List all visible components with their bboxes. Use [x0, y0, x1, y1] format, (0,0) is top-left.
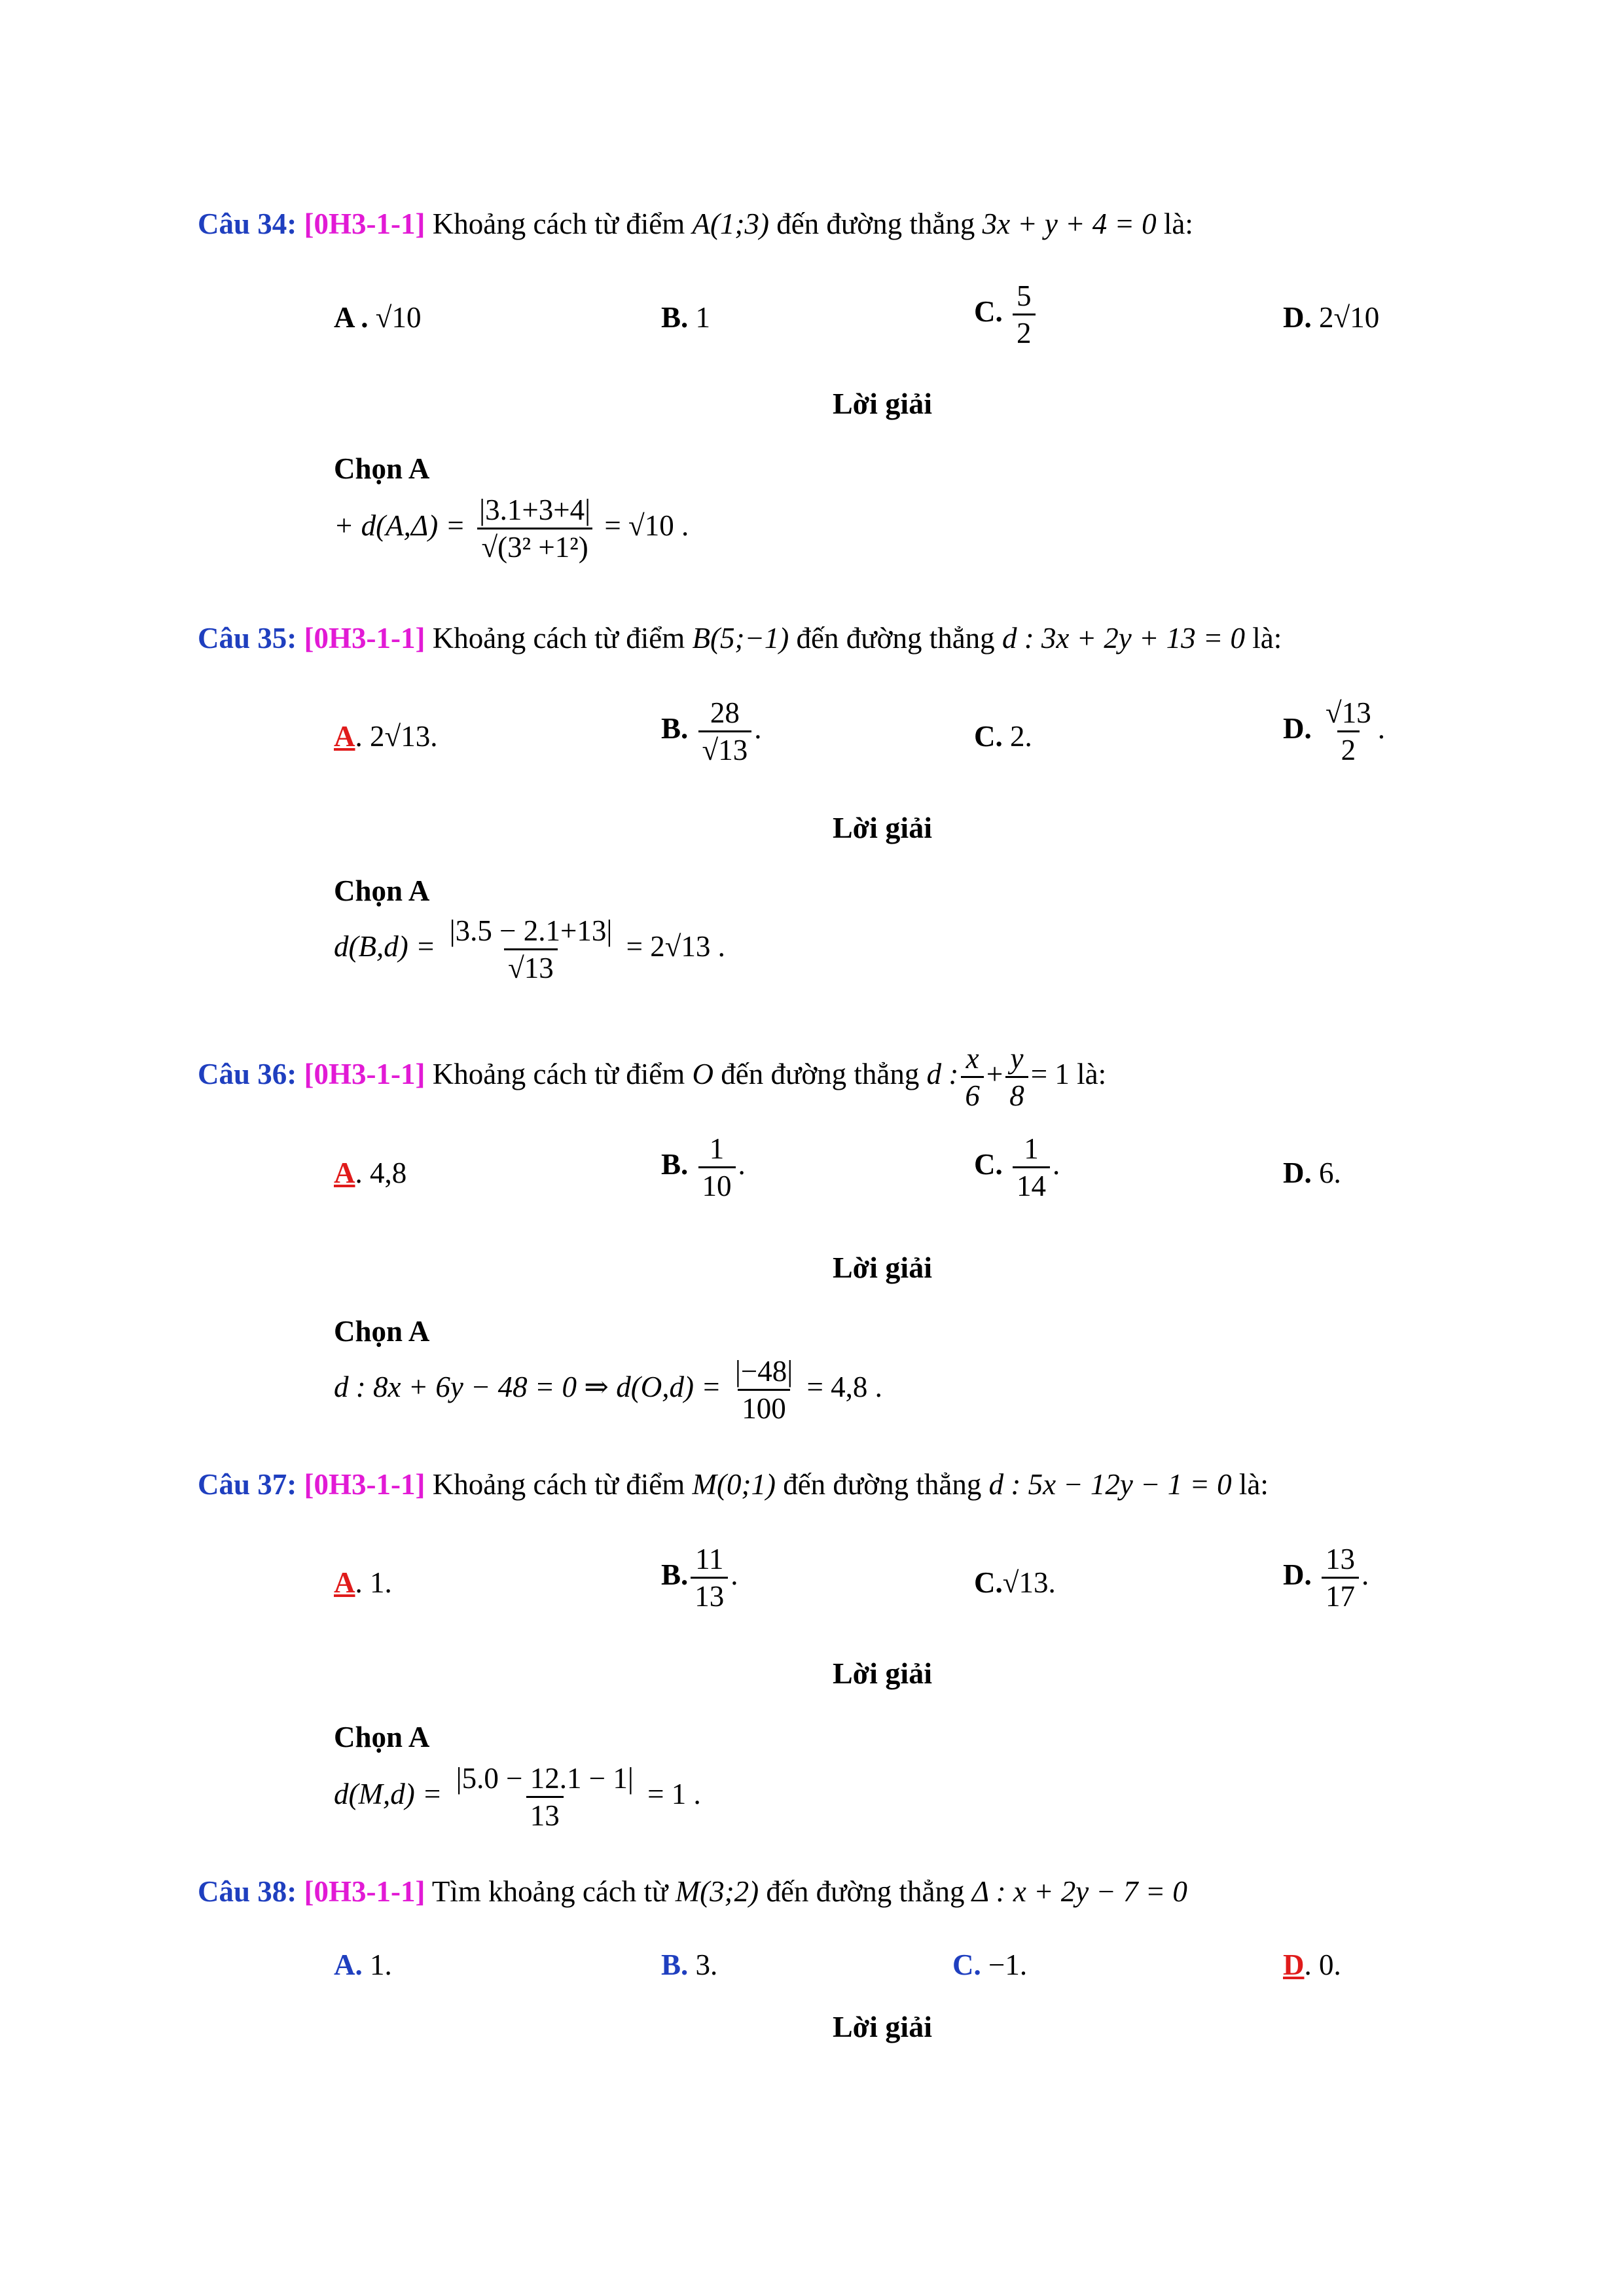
- option-value: √10: [375, 301, 422, 334]
- solution-formula: [334, 1761, 701, 1833]
- option-label: C.: [974, 1147, 1003, 1181]
- line-suffix: = 1: [1030, 1057, 1070, 1090]
- option-c: [974, 1131, 1060, 1204]
- question-text: Khoảng cách từ điểm: [432, 1468, 685, 1501]
- option-label: B.: [661, 1948, 689, 1981]
- numerator: 28: [710, 696, 740, 729]
- question-text: Khoảng cách từ điểm: [432, 622, 685, 655]
- option-label: B.: [661, 711, 689, 745]
- option-suffix: .: [731, 1558, 738, 1591]
- option-suffix: .: [1377, 711, 1385, 745]
- question-number: Câu 34:: [198, 207, 297, 240]
- denominator: √13: [504, 948, 558, 986]
- option-label: D.: [1283, 711, 1312, 745]
- denominator: 10: [698, 1166, 736, 1204]
- fraction: [691, 1541, 728, 1614]
- question-tag: [0H3-1-1]: [304, 1468, 425, 1501]
- line-expr: 3x + y + 4 = 0: [982, 207, 1157, 240]
- question-number: Câu 36:: [198, 1057, 297, 1090]
- option-value: . 1.: [355, 1566, 392, 1599]
- formula-lhs: + d(A,Δ) =: [334, 509, 465, 542]
- fraction: [1322, 1541, 1359, 1614]
- denominator: 2: [1013, 314, 1036, 351]
- numerator: x: [965, 1042, 979, 1075]
- solution-title: Lời giải: [833, 387, 932, 420]
- question-35: [198, 619, 1282, 658]
- point-expr: M(0;1): [692, 1468, 776, 1501]
- option-a: [334, 717, 437, 756]
- option-label: A.: [334, 1948, 363, 1981]
- option-b: [661, 1945, 717, 1984]
- option-d: [1283, 695, 1385, 768]
- question-text: là:: [1163, 207, 1193, 240]
- option-a: [334, 298, 421, 337]
- solution-formula: [334, 492, 689, 565]
- denominator: √(3² +1²): [477, 528, 592, 565]
- chosen-answer: Chọn A: [334, 452, 430, 485]
- point-expr: M(3;2): [675, 1875, 759, 1908]
- option-value: √13.: [1002, 1566, 1056, 1599]
- option-label: C.: [974, 720, 1003, 753]
- question-text: là:: [1238, 1468, 1269, 1501]
- fraction: [1013, 1131, 1050, 1204]
- numerator: y: [1010, 1042, 1024, 1075]
- option-suffix: .: [1362, 1558, 1369, 1591]
- fraction: [1005, 1041, 1028, 1113]
- denominator: 13: [526, 1796, 564, 1833]
- formula-lhs: d(M,d) =: [334, 1777, 442, 1810]
- option-d: [1283, 1945, 1341, 1984]
- option-label: B.: [661, 301, 689, 334]
- question-number: Câu 35:: [198, 622, 297, 655]
- solution-title: Lời giải: [833, 1657, 932, 1690]
- denominator: 100: [738, 1389, 790, 1426]
- option-value: 3.: [695, 1948, 718, 1981]
- fraction: [446, 913, 617, 986]
- option-label: B.: [661, 1147, 689, 1181]
- question-37: [198, 1465, 1269, 1504]
- option-value: −1.: [988, 1948, 1028, 1981]
- point-expr: A(1;3): [692, 207, 769, 240]
- denominator: 2: [1337, 730, 1360, 768]
- option-label: D.: [1283, 1157, 1312, 1189]
- question-text: đến đường thẳng: [776, 207, 975, 240]
- line-expr: d : 3x + 2y + 13 = 0: [1001, 622, 1245, 655]
- question-34: [198, 204, 1193, 243]
- question-text: đến đường thẳng: [766, 1875, 965, 1908]
- fraction: [1013, 278, 1036, 351]
- numerator: √13: [1326, 696, 1371, 729]
- option-b: [661, 1131, 746, 1204]
- option-value: . 2√13.: [355, 720, 438, 753]
- option-c: [974, 278, 1038, 351]
- fraction: [698, 1131, 736, 1204]
- question-text: đến đường thẳng: [721, 1057, 920, 1090]
- formula-lhs: d : 8x + 6y − 48 = 0 ⇒ d(O,d) =: [334, 1370, 721, 1403]
- denominator: 8: [1005, 1076, 1028, 1113]
- option-suffix: .: [738, 1147, 746, 1181]
- fraction: [475, 492, 594, 565]
- line-prefix: d :: [926, 1057, 959, 1090]
- question-tag: [0H3-1-1]: [304, 1057, 425, 1090]
- option-label: B.: [661, 1558, 689, 1591]
- question-tag: [0H3-1-1]: [304, 622, 425, 655]
- correct-option-label: A: [334, 1566, 355, 1599]
- formula-rhs: = 2√13 .: [626, 929, 725, 963]
- numerator: 13: [1326, 1543, 1355, 1575]
- point-expr: B(5;−1): [692, 622, 789, 655]
- question-text: là:: [1252, 622, 1282, 655]
- option-b: [661, 298, 710, 337]
- solution-title: Lời giải: [833, 1251, 932, 1284]
- formula-rhs: = 4,8 .: [806, 1370, 882, 1403]
- option-value: 2.: [1010, 720, 1032, 753]
- option-c: [974, 1563, 1056, 1602]
- denominator: 13: [691, 1577, 728, 1614]
- question-text: đến đường thẳng: [783, 1468, 982, 1501]
- fraction: [961, 1041, 984, 1113]
- line-expr: d : 5x − 12y − 1 = 0: [988, 1468, 1232, 1501]
- denominator: 17: [1322, 1577, 1359, 1614]
- question-number: Câu 37:: [198, 1468, 297, 1501]
- numerator: |3.1+3+4|: [479, 493, 591, 526]
- option-d: [1283, 1541, 1369, 1614]
- option-suffix: .: [754, 711, 762, 745]
- denominator: 6: [961, 1076, 984, 1113]
- option-label: C.: [952, 1948, 981, 1981]
- option-label: D.: [1283, 301, 1312, 334]
- formula-rhs: = √10 .: [604, 509, 689, 542]
- option-d: [1283, 298, 1379, 337]
- point-expr: O: [692, 1057, 713, 1090]
- question-tag: [0H3-1-1]: [304, 1875, 425, 1908]
- question-text: là:: [1077, 1057, 1107, 1090]
- option-value: . 0.: [1304, 1948, 1341, 1981]
- chosen-answer: Chọn A: [334, 1721, 430, 1753]
- solution-formula: [334, 913, 725, 986]
- solution-formula: [334, 1354, 882, 1426]
- option-value: 2√10: [1319, 301, 1380, 334]
- option-label: A .: [334, 301, 369, 334]
- fraction: [452, 1761, 638, 1833]
- question-38: [198, 1872, 1187, 1911]
- option-value: 1: [695, 301, 711, 334]
- denominator: √13: [698, 730, 752, 768]
- option-suffix: .: [1053, 1147, 1060, 1181]
- solution-title: Lời giải: [833, 811, 932, 844]
- option-value: 6.: [1319, 1157, 1341, 1189]
- option-a: [334, 1945, 392, 1984]
- line-expr: Δ : x + 2y − 7 = 0: [971, 1875, 1187, 1908]
- question-text: Tìm khoảng cách từ: [431, 1875, 668, 1908]
- question-number: Câu 38:: [198, 1875, 297, 1908]
- option-c: [952, 1945, 1027, 1984]
- correct-option-label: A: [334, 1157, 355, 1189]
- fraction: [1322, 695, 1375, 768]
- correct-option-label: D: [1283, 1948, 1305, 1981]
- numerator: 1: [1024, 1132, 1039, 1165]
- option-a: [334, 1153, 406, 1193]
- option-label: C.: [974, 295, 1003, 328]
- formula-rhs: = 1 .: [647, 1777, 701, 1810]
- option-b: [661, 695, 761, 768]
- chosen-answer: Chọn A: [334, 874, 430, 907]
- numerator: 1: [709, 1132, 725, 1165]
- option-label: D.: [1283, 1558, 1312, 1591]
- correct-option-label: A: [334, 720, 355, 753]
- question-tag: [0H3-1-1]: [304, 207, 425, 240]
- option-value: 1.: [370, 1948, 392, 1981]
- option-c: [974, 717, 1032, 756]
- numerator: 11: [695, 1543, 724, 1575]
- question-36: [198, 1041, 1106, 1113]
- denominator: 14: [1013, 1166, 1050, 1204]
- option-d: [1283, 1153, 1341, 1193]
- fraction: [731, 1354, 797, 1426]
- option-a: [334, 1563, 392, 1602]
- chosen-answer: Chọn A: [334, 1315, 430, 1348]
- fraction: [698, 695, 752, 768]
- option-value: . 4,8: [355, 1157, 407, 1189]
- line-plus: +: [986, 1057, 1003, 1090]
- formula-lhs: d(B,d) =: [334, 929, 436, 963]
- numerator: |−48|: [734, 1355, 793, 1388]
- question-text: Khoảng cách từ điểm: [432, 207, 685, 240]
- option-b: [661, 1541, 738, 1614]
- option-label: C.: [974, 1566, 1003, 1599]
- question-text: đến đường thẳng: [796, 622, 995, 655]
- numerator: |5.0 − 12.1 − 1|: [456, 1762, 634, 1795]
- numerator: |3.5 − 2.1+13|: [449, 914, 613, 947]
- question-text: Khoảng cách từ điểm: [432, 1057, 685, 1090]
- solution-title: Lời giải: [833, 2010, 932, 2043]
- numerator: 5: [1017, 279, 1032, 312]
